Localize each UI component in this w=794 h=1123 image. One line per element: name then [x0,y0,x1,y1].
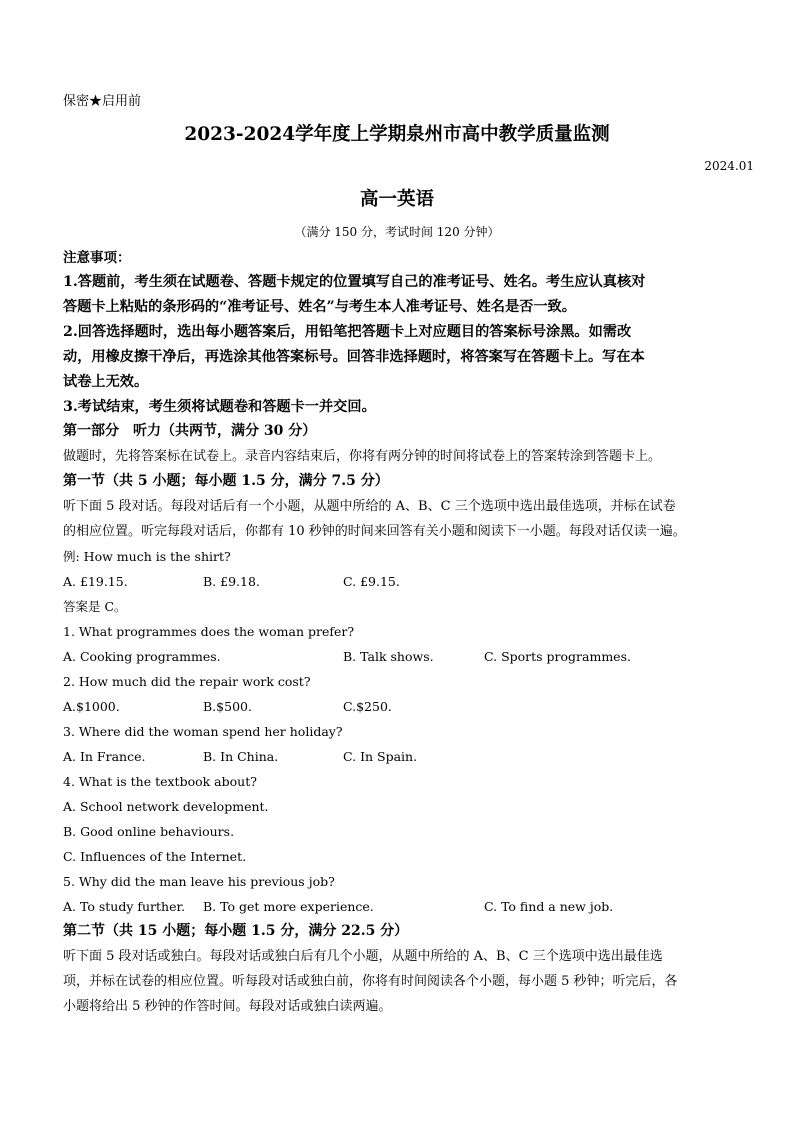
option-b: B.$500. [203,699,252,714]
option-c: C. To find a new job. [484,899,614,914]
section2-instruction: 小题将给出 5 秒钟的作答时间。每段对话或独白读两遍。 [63,999,392,1014]
section1-instruction: 听下面 5 段对话。每段对话后有一个小题，从题中所给的 A、B、C 三个选项中选出最佳选项，并标在试卷 [63,499,676,514]
exam-date: 2024.01 [704,159,754,173]
option-c: C.$250. [343,699,392,714]
section2-instruction: 项，并标在试卷的相应位置。听每段对话或独白前，你将有时间阅读各个小题，每小题 5 秒钟；听完后，各 [63,974,678,989]
option-b: B. Talk shows. [343,649,434,664]
notice-line: 答题卡上粘贴的条形码的“准考证号、姓名”与考生本人准考证号、姓名是否一致。 [63,299,576,315]
notice-line: 动，用橡皮擦干净后，再选涂其他答案标号。回答非选择题时，将答案写在答题卡上。写在本 [63,349,645,365]
score-info: （满分 150 分，考试时间 120 分钟） [294,225,500,239]
section1-instruction: 的相应位置。听完每段对话后，你都有 10 秒钟的时间来回答有关小题和阅读下一小题。每段对话仅读一遍。 [63,524,686,539]
question-5: 5. Why did the man leave his previous job? [63,874,335,889]
notice-line: 1.答题前，考生须在试题卷、答题卡规定的位置填写自己的准考证号、姓名。考生应认真核对 [63,274,646,290]
option-a: A.$1000. [63,699,120,714]
option-a: A. £19.15. [63,574,128,589]
question-2: 2. How much did the repair work cost? [63,674,311,689]
example-answer: 答案是 C。 [63,599,127,614]
option-a: A. To study further. [63,899,186,914]
option-a: A. Cooking programmes. [63,649,221,664]
section2-instruction: 听下面 5 段对话或独白。每段对话或独白后有几个小题，从题中所给的 A、B、C 三个选项中选出最佳选 [63,949,663,964]
question-4: 4. What is the textbook about? [63,774,257,789]
option-c: C. In Spain. [343,749,418,764]
option-c: C. Influences of the Internet. [63,849,247,864]
option-b: B. Good online behaviours. [63,824,235,839]
option-a: A. School network development. [63,799,269,814]
notice-line: 2.回答选择题时，选出每小题答案后，用铅笔把答题卡上对应题目的答案标号涂黑。如需改 [63,324,632,340]
part1-instruction: 做题时，先将答案标在试卷上。录音内容结束后，你将有两分钟的时间将试卷上的答案转涂到答题卡上。 [63,449,662,464]
option-c: C. £9.15. [343,574,400,589]
option-a: A. In France. [63,749,146,764]
section2-heading: 第二节（共 15 小题；每小题 1.5 分，满分 22.5 分） [63,923,409,939]
part1-heading: 第一部分 听力（共两节，满分 30 分） [63,423,317,439]
question-1: 1. What programmes does the woman prefer? [63,624,355,639]
option-c: C. Sports programmes. [484,649,631,664]
option-b: B. To get more experience. [203,899,374,914]
confidential-label: 保密★启用前 [63,94,142,109]
notice-line: 3.考试结束，考生须将试题卷和答题卡一并交回。 [63,399,376,415]
example-question: 例: How much is the shirt? [63,549,231,564]
option-b: B. £9.18. [203,574,260,589]
notice-heading: 注意事项： [63,250,131,266]
subject-title: 高一英语 [359,189,434,210]
notice-line: 试卷上无效。 [63,374,149,390]
exam-title: 2023-2024学年度上学期泉州市高中教学质量监测 [184,124,610,145]
option-b: B. In China. [203,749,279,764]
question-3: 3. Where did the woman spend her holiday? [63,724,343,739]
section1-heading: 第一节（共 5 小题；每小题 1.5 分，满分 7.5 分） [63,473,389,489]
